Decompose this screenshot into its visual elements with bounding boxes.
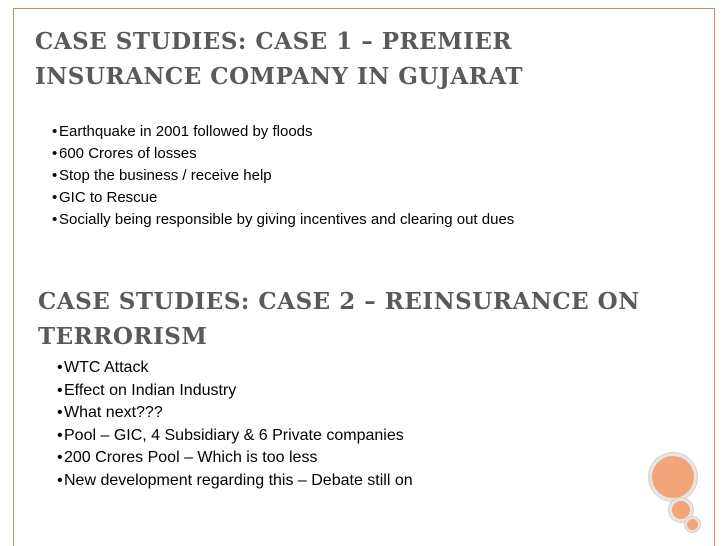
frame-left-border: [13, 8, 14, 546]
case-2-bullet: • Effect on Indian Industry: [57, 380, 413, 403]
case-1-bullet: • Stop the business / receive help: [52, 165, 514, 187]
frame-right-border: [714, 8, 715, 546]
case-2-title-line-2: TERRORISM: [38, 323, 208, 350]
case-1-bullet: • 600 Crores of losses: [52, 143, 514, 165]
case-2-title: [38, 284, 718, 354]
case-2-bullet: • What next???: [57, 402, 413, 425]
case-1-bullet: • Earthquake in 2001 followed by floods: [52, 121, 514, 143]
case-1-bullet: • Socially being responsible by giving incentives and clearing out dues: [52, 209, 514, 231]
frame-top-border: [13, 8, 715, 9]
decorative-circle-large: [649, 453, 697, 501]
case-1-title-line-2: INSURANCE COMPANY IN GUJARAT: [35, 63, 524, 90]
case-1-bullet: • GIC to Rescue: [52, 187, 514, 209]
case-1-title-line-1: CASE STUDIES: CASE 1 – PREMIER: [35, 28, 513, 55]
case-1-title: [35, 24, 595, 94]
case-2-bullet: • New development regarding this – Debate still on: [57, 470, 413, 493]
case-2-bullet-list: [57, 357, 413, 492]
decorative-circle-tiny: [685, 517, 700, 532]
case-2-title-line-1: CASE STUDIES: CASE 2 – REINSURANCE ON: [38, 288, 640, 315]
case-2-bullet: • Pool – GIC, 4 Subsidiary & 6 Private companies: [57, 425, 413, 448]
case-1-bullet-list: [52, 121, 514, 231]
case-2-bullet: • WTC Attack: [57, 357, 413, 380]
case-2-bullet: • 200 Crores Pool – Which is too less: [57, 447, 413, 470]
